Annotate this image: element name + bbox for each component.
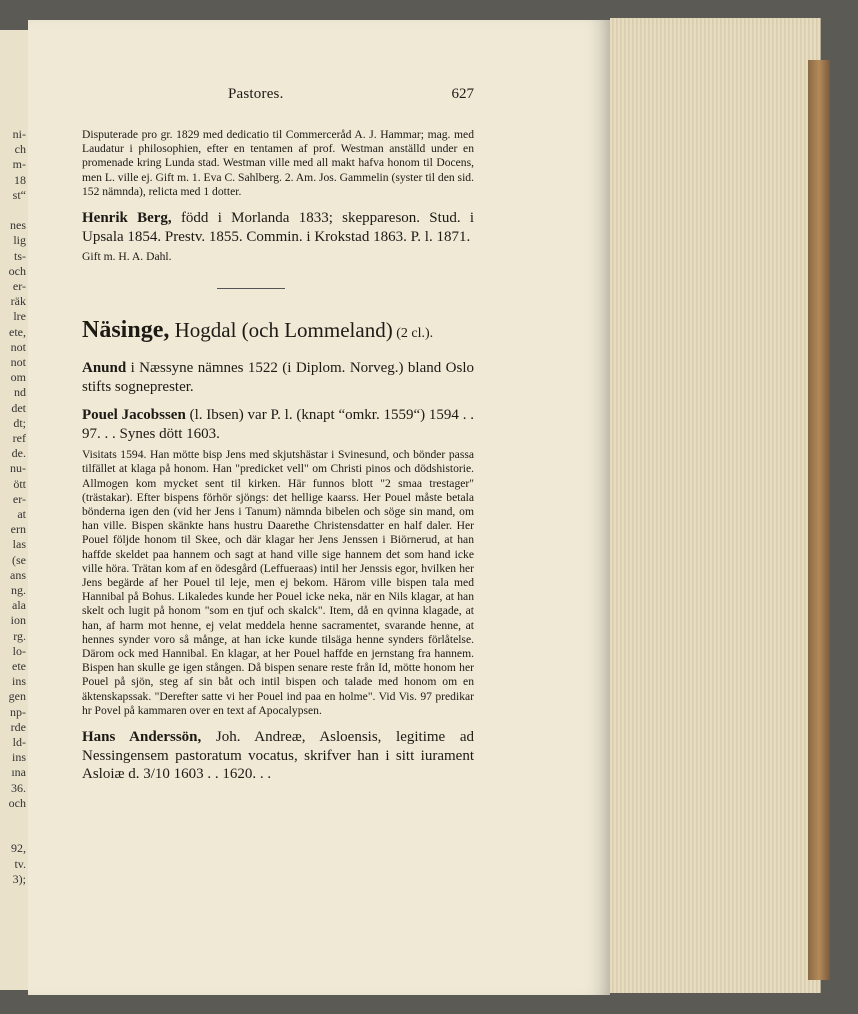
facing-page-fragment: det	[11, 400, 26, 415]
facing-page-fragment: at	[17, 507, 26, 521]
spacer	[82, 718, 474, 728]
text-henrik-berg: född i Morlanda 1833; skeppareson. Stud. i Upsala 1854. Prestv. 1855. Commin. i Krokstad 1863. P. l. 1871.	[82, 210, 474, 245]
running-head	[82, 86, 474, 108]
facing-page-fragment: och	[8, 263, 26, 278]
entry-henrik-berg	[82, 209, 474, 246]
facing-page-fragment: 18	[14, 172, 26, 187]
facing-page-fragment: ref	[12, 431, 26, 445]
name-henrik-berg: Henrik Berg,	[82, 210, 172, 227]
facing-page-fragment: nes	[10, 218, 26, 233]
facing-page-fragment: nu-	[10, 461, 26, 476]
main-page	[28, 20, 610, 995]
facing-page-fragment: 3);	[12, 871, 26, 886]
spacer	[82, 396, 474, 406]
facing-page-fragment: ni-	[12, 127, 26, 141]
name-hans: Hans Anderssön,	[82, 729, 202, 746]
facing-page-fragment: ött	[13, 476, 26, 491]
facing-page-fragment: lre	[13, 309, 26, 324]
book-cover-edge	[808, 60, 830, 980]
facing-page-fragment: ern	[10, 522, 26, 537]
facing-page-fragment: dt;	[13, 415, 26, 430]
facing-page-fragment: las	[12, 537, 26, 552]
name-anund: Anund	[82, 360, 127, 377]
entry-anund	[82, 359, 474, 396]
facing-page-fragment: rg.	[13, 628, 26, 643]
section-heading-lead: Näsinge,	[82, 317, 170, 344]
section-heading-rest: Hogdal (och Lommeland)	[169, 318, 393, 343]
marriage-henrik-berg: Gift m. H. A. Dahl.	[82, 250, 172, 264]
paragraph-visitats: Visitats 1594. Han mötte bisp Jens med skjutshästar i Svinesund, och bönder passa tilfället at klaga på honom. Han "predicket vell" om Christi pinos och dödshistorie. Allmogen kom mycket sent til kirken. Här funnos blott "2 smaa trestager" (trästakar). Efter bispens förhör sjöngs: det hellige kaarss. Her Pouel måste betala bönderna igen den (vid her Jens i Tanum) nämnda bibelen och söge sin mand, om han ville. Bispen skänkte hans hustru Daarethe Christensdatter en half daler. Her Pouel följde honom til Skee, och där klagar her Jens Jenssen i Biörnerud, at han haffde skeldet paa hannem och sagt at hand ville sige hannem det som hand icke ville höra. Trätan kom af en ödesgård (Leffueraas) intil her Jenssis egor, hvilken her Jens begärde af her Pouel til leje, men ej bekom. Härom ville bispen tala med Hannibal på Bohus. Likaledes kunde her Pouel icke neka, när en Nils klagar, at han skelt och lugit på honom "som en tjuf och skalck". Item, då en qvinna klagade, at han, af harm mot henne, ej velat meddela henne sacramentet, svarande henne, at hennes synder voro så månge, at han icke kunde tilsäga henne synders förlåtelse. Därom ock med Hannibal. En klagar, at her Pouel haffde en jernstang fra hannem. Bispen han skulle ge igen stången. Då bispen senare reste från Id, mötte honom her Pouel på sjön, steg af sin båt och intil bispen och talade med honom om en äktenskapssak. "Derefter satte vi her Pouel ind paa en holme". Vid Vis. 97 predikar hr Povel på kammaren over en text af Apocalypsen.	[82, 448, 474, 717]
section-heading	[82, 317, 474, 347]
facing-page-fragment: lo-	[12, 643, 26, 658]
facing-page-fragment: ala	[12, 598, 26, 613]
entry-pouel	[82, 406, 474, 443]
section-divider	[217, 288, 285, 289]
facing-page-fragment: ans	[10, 567, 26, 582]
facing-page-fragment: np-	[10, 704, 26, 719]
facing-page-fragment: ete	[12, 659, 26, 673]
facing-page-fragment: (se	[12, 552, 26, 567]
facing-page-fragment: st“	[12, 187, 26, 202]
facing-page-fragment: ion	[10, 613, 26, 628]
facing-page-fragment: de.	[11, 446, 26, 461]
facing-page-fragment: ch	[14, 142, 26, 157]
facing-page-fragment: 92,	[11, 841, 26, 856]
facing-page-fragment: ına	[11, 765, 26, 780]
page-block-edges	[610, 18, 821, 993]
facing-page-fragment: rde	[10, 719, 26, 734]
facing-page-fragment: ete,	[9, 324, 26, 339]
spacer	[82, 199, 474, 209]
facing-page-fragment: nd	[14, 385, 26, 400]
facing-page-fragment: er-	[12, 491, 26, 506]
facing-page-fragment: ins	[11, 750, 26, 765]
paragraph-disputation: Disputerade pro gr. 1829 med dedicatio til Commerceråd A. J. Hammar; mag. med Laudatur i philosophien, efter en tentamen af prof. Westman anställd under en promenade kring Lunda stad. Westman ville med all makt hafva honom til Docens, men L. ville ej. Gift m. 1. Eva C. Sahlberg. 2. Am. Jos. Gammelin (syster til den sid. 152 nämnda), relicta med 1 dotter.	[82, 128, 474, 198]
facing-page-fragment: lig	[13, 233, 26, 248]
facing-page-fragment: 36.	[11, 780, 26, 795]
running-title: Pastores.	[228, 86, 284, 102]
facing-page-fragment: not	[10, 355, 26, 369]
facing-page-fragment: gen	[8, 689, 26, 704]
facing-page-fragment: er-	[12, 279, 26, 293]
facing-page-fragment: ld-	[12, 735, 26, 749]
page-content	[82, 86, 474, 784]
text-pouel: (l. Ibsen) var P. l. (knapt “omkr. 1559“) 1594 . . 97. . . Synes dött 1603.	[82, 407, 474, 442]
facing-page-fragment: not	[10, 339, 26, 354]
facing-page-fragment: ts-	[14, 248, 26, 263]
facing-page-fragment: räk	[10, 294, 26, 309]
facing-page-fragment: ins	[11, 674, 26, 689]
text-anund: i Næssyne nämnes 1522 (i Diplom. Norveg.) bland Oslo stifts sogneprester.	[82, 360, 474, 395]
name-pouel: Pouel Jacobssen	[82, 407, 186, 424]
facing-page-fragment: ng.	[11, 583, 26, 597]
facing-page-fragment: och	[8, 795, 26, 810]
text-hans: Joh. Andreæ, Asloensis, legitime ad Nessingensem pastoratum vocatus, skrifver han i sitt iurament Asloiæ d. 3/10 1603 . . 1620. . .	[82, 729, 474, 783]
entry-hans	[82, 728, 474, 784]
facing-page-edge	[0, 30, 29, 990]
section-heading-class: (2 cl.).	[392, 326, 434, 342]
page-number: 627	[451, 86, 474, 102]
facing-page-fragment: m-	[12, 157, 26, 172]
facing-page-fragment: tv.	[14, 856, 26, 871]
facing-page-fragment: om	[10, 370, 26, 385]
